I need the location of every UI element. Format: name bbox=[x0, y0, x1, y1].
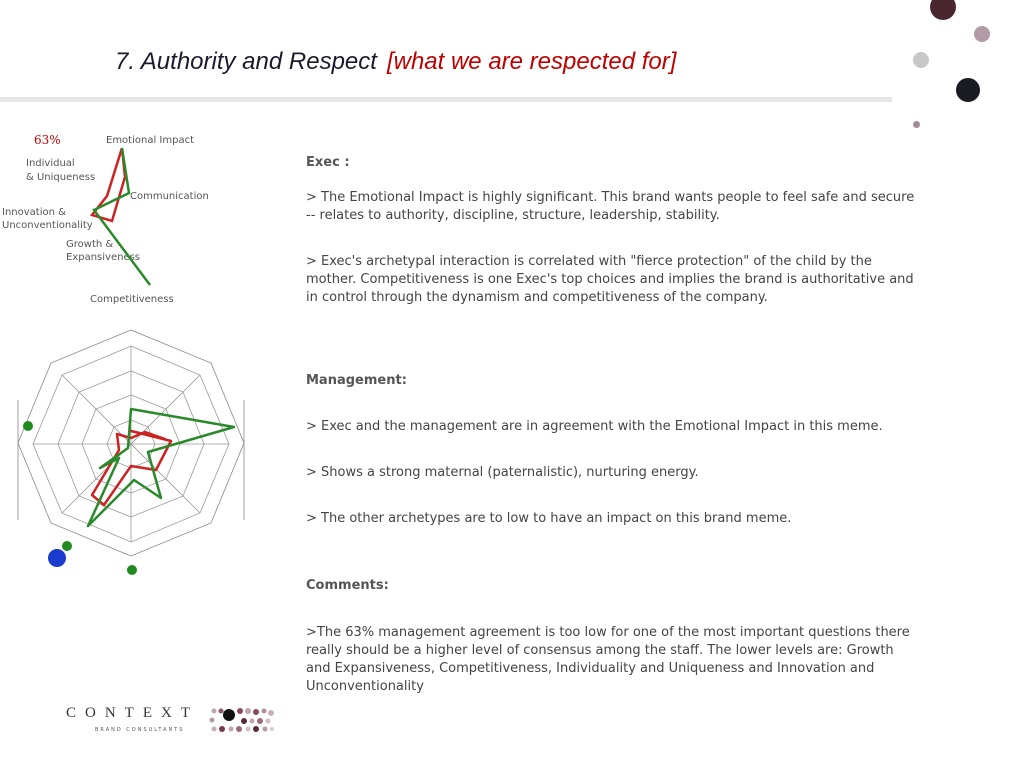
label-expansiveness: Expansiveness bbox=[66, 252, 141, 263]
comments-heading: Comments: bbox=[306, 578, 389, 593]
management-paragraph-3: > The other archetypes are to low to have an impact on this brand meme. bbox=[306, 511, 792, 526]
small-exec-line bbox=[92, 148, 125, 221]
label-growth: Growth & bbox=[66, 239, 114, 250]
exec-paragraph-2: > Exec's archetypal interaction is correlated with "fierce protection" of the child by the mother. Competitiveness is one Exec's top choices and implies the brand is authoritative and in control through the dynamism and competitiveness of the company. bbox=[306, 254, 914, 305]
percent-label: 63% bbox=[34, 133, 61, 147]
logo-text: CONTEXT bbox=[66, 705, 199, 721]
small-mgmt-line bbox=[94, 148, 150, 285]
label-emotional-impact: Emotional Impact bbox=[106, 135, 195, 146]
label-unconventionality: Unconventionality bbox=[2, 220, 93, 231]
marker-green-3 bbox=[127, 565, 137, 575]
label-uniqueness: & Uniqueness bbox=[26, 172, 96, 183]
title-main: 7. Authority and Respect bbox=[115, 48, 377, 75]
management-heading: Management: bbox=[306, 373, 407, 388]
logo-mark bbox=[210, 708, 275, 732]
exec-heading: Exec : bbox=[306, 155, 350, 170]
label-competitiveness: Competitiveness bbox=[90, 294, 174, 305]
management-paragraph-1: > Exec and the management are in agreement with the Emotional Impact in this meme. bbox=[306, 419, 883, 434]
marker-blue bbox=[48, 549, 66, 567]
label-innovation: Innovation & bbox=[2, 207, 66, 218]
label-individual: Individual bbox=[26, 158, 75, 169]
title-subtitle: [what we are respected for] bbox=[386, 48, 677, 75]
marker-green-1 bbox=[23, 421, 33, 431]
label-communication: Communication bbox=[130, 191, 209, 202]
exec-paragraph-1: > The Emotional Impact is highly significant. This brand wants people to feel safe and secure -- relates to authority, discipline, structure, leadership, stability. bbox=[306, 190, 915, 223]
radar-web bbox=[33, 346, 229, 542]
comments-paragraph: >The 63% management agreement is too low for one of the most important questions there really should be a higher level of consensus among the staff. The lower levels are: Growth and Expansiveness, Competitiveness, Individuality and Uniqueness and Innovation and Unconventionality bbox=[306, 625, 910, 694]
management-paragraph-2: > Shows a strong maternal (paternalistic), nurturing energy. bbox=[306, 465, 699, 480]
marker-green-2 bbox=[62, 541, 72, 551]
logo-tagline: BRAND CONSULTANTS bbox=[95, 727, 185, 733]
